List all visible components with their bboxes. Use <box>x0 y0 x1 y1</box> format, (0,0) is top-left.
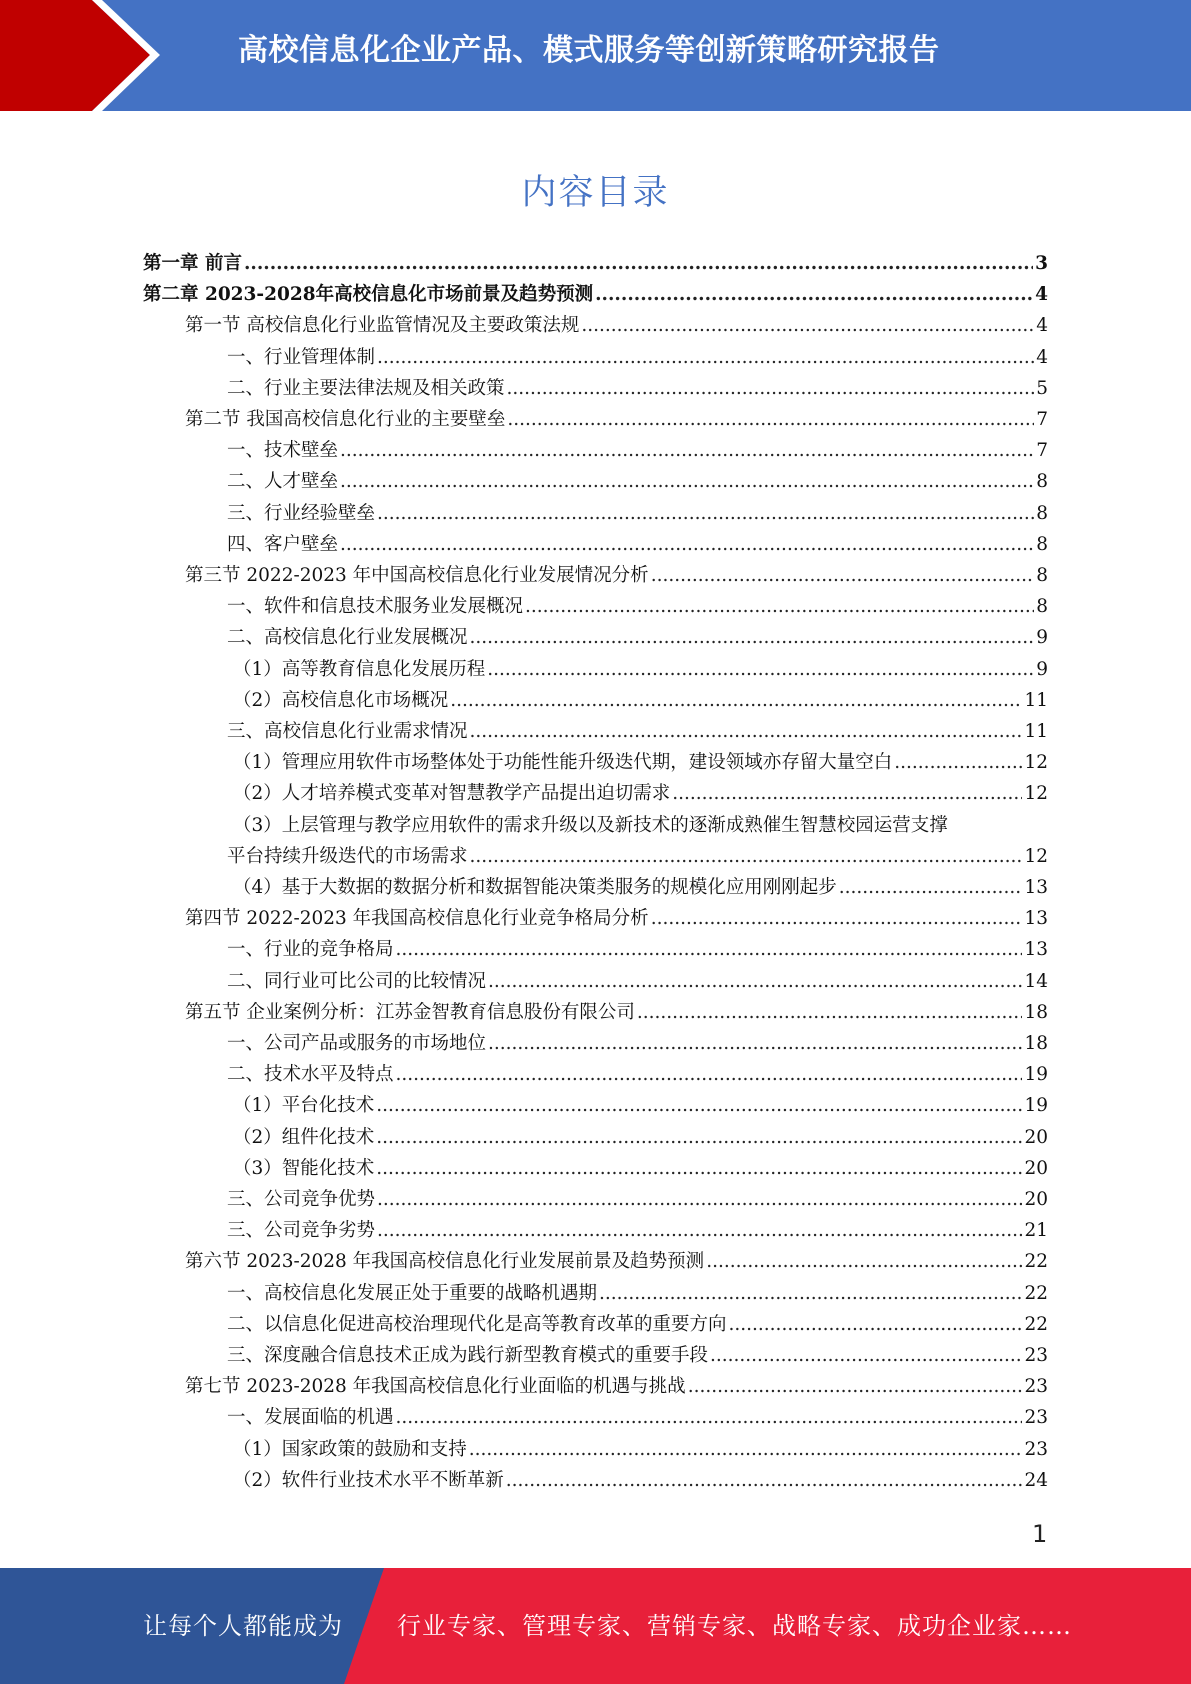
toc-entry-title: 三、行业经验壁垒 <box>227 503 376 524</box>
toc-entry[interactable] <box>227 503 1048 525</box>
toc-entry[interactable] <box>227 1345 1048 1367</box>
toc-entry[interactable] <box>227 440 1048 462</box>
toc-entry-title: （2）组件化技术 <box>233 1127 375 1148</box>
toc-entry-title: 一、技术壁垒 <box>227 440 339 461</box>
toc-leader-dots <box>672 783 1022 805</box>
toc-leader-dots <box>469 1439 1023 1461</box>
toc-entry[interactable] <box>227 1407 1048 1429</box>
toc-entry-page: 4 <box>1036 347 1048 368</box>
toc-leader-dots <box>377 1220 1022 1242</box>
toc-entry[interactable] <box>227 721 1048 743</box>
toc-entry[interactable] <box>185 908 1048 930</box>
toc-leader-dots <box>377 1189 1022 1211</box>
toc-leader-dots <box>506 1470 1023 1492</box>
toc-entry-page: 8 <box>1036 596 1048 617</box>
toc-entry-title: 第二章 2023-2028年高校信息化市场前景及趋势预测 <box>143 284 594 305</box>
toc-entry-title: （3）智能化技术 <box>233 1158 375 1179</box>
toc-entry-page: 7 <box>1036 409 1048 430</box>
toc-leader-dots <box>651 565 1035 587</box>
toc-leader-dots <box>450 690 1022 712</box>
toc-entry[interactable] <box>233 1127 1048 1149</box>
toc-leader-dots <box>581 315 1034 337</box>
toc-entry-title: 四、客户壁垒 <box>227 534 339 555</box>
report-title: 高校信息化企业产品、模式服务等创新策略研究报告 <box>238 33 940 68</box>
toc-entry-title: 二、人才壁垒 <box>227 471 339 492</box>
toc-entry-title: 二、以信息化促进高校治理现代化是高等教育改革的重要方向 <box>227 1314 727 1335</box>
toc-entry[interactable] <box>233 1470 1048 1492</box>
toc-entry-title: 第五节 企业案例分析：江苏金智教育信息股份有限公司 <box>185 1002 635 1023</box>
toc-leader-dots <box>839 877 1023 899</box>
toc-entry[interactable] <box>233 783 1048 805</box>
toc-entry[interactable] <box>185 409 1048 431</box>
toc-leader-dots <box>651 908 1023 930</box>
toc-entry-title: 一、行业的竞争格局 <box>227 939 394 960</box>
toc-leader-dots <box>487 659 1034 681</box>
toc-leader-dots <box>340 534 1034 556</box>
toc-entry-title: 第二节 我国高校信息化行业的主要壁垒 <box>185 409 506 430</box>
toc-entry-title: 第六节 2023-2028 年我国高校信息化行业发展前景及趋势预测 <box>185 1251 705 1272</box>
toc-entry-page: 11 <box>1024 721 1048 742</box>
toc-entry[interactable] <box>185 1251 1048 1273</box>
toc-entry[interactable] <box>227 627 1048 649</box>
toc-entry-title: 三、公司竞争优势 <box>227 1189 376 1210</box>
toc-entry-page: 14 <box>1024 971 1048 992</box>
toc-entry[interactable] <box>227 939 1048 961</box>
toc-entry-title: （2）软件行业技术水平不断革新 <box>233 1470 504 1491</box>
toc-leader-dots <box>376 1158 1022 1180</box>
toc-entry-title: 一、行业管理体制 <box>227 347 376 368</box>
toc-entry[interactable] <box>227 1283 1048 1305</box>
toc-leader-dots <box>525 596 1034 618</box>
toc-entry[interactable] <box>227 378 1048 400</box>
toc-leader-dots <box>507 378 1035 400</box>
toc-entry-page: 20 <box>1024 1189 1048 1210</box>
toc-entry-title: 二、行业主要法律法规及相关政策 <box>227 378 505 399</box>
toc-entry-title: 三、深度融合信息技术正成为践行新型教育模式的重要手段 <box>227 1345 709 1366</box>
toc-entry-title: （4）基于大数据的数据分析和数据智能决策类服务的规模化应用刚刚起步 <box>233 877 837 898</box>
toc-entry-page: 20 <box>1024 1158 1048 1179</box>
toc-entry-page: 23 <box>1024 1376 1048 1397</box>
toc-entry-title: （2）高校信息化市场概况 <box>233 690 449 711</box>
toc-leader-dots <box>637 1002 1023 1024</box>
toc-entry[interactable] <box>227 1189 1048 1211</box>
toc-entry-page: 23 <box>1024 1407 1048 1428</box>
toc-entry-title: 第七节 2023-2028 年我国高校信息化行业面临的机遇与挑战 <box>185 1376 686 1397</box>
toc-entry[interactable] <box>233 752 1048 774</box>
toc-entry-page: 23 <box>1024 1345 1048 1366</box>
toc-leader-dots <box>377 503 1034 525</box>
toc-entry-page: 4 <box>1036 315 1048 336</box>
toc-entry-page: 11 <box>1024 690 1048 711</box>
toc-entry-page: 7 <box>1036 440 1048 461</box>
toc-leader-dots <box>340 440 1034 462</box>
toc-entry[interactable] <box>185 315 1048 337</box>
toc-entry-title: 三、高校信息化行业需求情况 <box>227 721 468 742</box>
toc-entry-page: 24 <box>1024 1470 1048 1491</box>
toc-entry[interactable] <box>227 971 1048 993</box>
toc-leader-dots <box>894 752 1022 774</box>
toc-entry[interactable] <box>227 347 1048 369</box>
toc-entry-title: 三、公司竞争劣势 <box>227 1220 376 1241</box>
toc-entry-page: 9 <box>1036 659 1048 680</box>
toc-entry-title: 一、公司产品或服务的市场地位 <box>227 1033 487 1054</box>
toc-entry[interactable] <box>233 815 948 837</box>
toc-entry-page: 3 <box>1035 253 1048 274</box>
toc-entry[interactable] <box>233 659 1048 681</box>
toc-leader-dots <box>595 284 1033 306</box>
toc-entry[interactable] <box>227 1220 1048 1242</box>
toc-entry-page: 19 <box>1024 1064 1048 1085</box>
toc-entry-page: 20 <box>1024 1127 1048 1148</box>
toc-entry[interactable] <box>233 690 1048 712</box>
toc-leader-dots <box>729 1314 1023 1336</box>
toc-entry-page: 23 <box>1024 1439 1048 1460</box>
toc-entry[interactable] <box>227 534 1048 556</box>
toc-leader-dots <box>488 971 1022 993</box>
toc-entry-page: 12 <box>1024 783 1048 804</box>
toc-entry[interactable] <box>233 1158 1048 1180</box>
toc-leader-dots <box>470 721 1023 743</box>
toc-entry[interactable] <box>143 284 1048 306</box>
toc-entry-page: 19 <box>1024 1095 1048 1116</box>
toc-entry-title: （3）上层管理与教学应用软件的需求升级以及新技术的逐渐成熟催生智慧校园运营支撑 <box>233 815 948 836</box>
toc-entry[interactable] <box>233 1439 1048 1461</box>
toc-entry-title: 一、发展面临的机遇 <box>227 1407 394 1428</box>
toc-entry[interactable] <box>227 471 1048 493</box>
toc-entry-page: 18 <box>1024 1033 1048 1054</box>
toc-leader-dots <box>244 253 1033 275</box>
toc-leader-dots <box>688 1376 1023 1398</box>
toc-entry-page: 18 <box>1024 1002 1048 1023</box>
toc-entry-page: 22 <box>1024 1314 1048 1335</box>
toc-entry[interactable] <box>227 846 1048 868</box>
footer-slogan-right: 行业专家、管理专家、营销专家、战略专家、成功企业家…… <box>397 1612 1072 1640</box>
toc-entry-title: 二、同行业可比公司的比较情况 <box>227 971 487 992</box>
toc-entry[interactable] <box>227 1033 1048 1055</box>
toc-entry-page: 13 <box>1024 908 1048 929</box>
toc-entry-title: 第四节 2022-2023 年我国高校信息化行业竞争格局分析 <box>185 908 649 929</box>
toc-entry-title: 一、高校信息化发展正处于重要的战略机遇期 <box>227 1283 598 1304</box>
page-number: 1 <box>1032 1520 1048 1548</box>
toc-entry-page: 9 <box>1036 627 1048 648</box>
toc-entry-title: （1）国家政策的鼓励和支持 <box>233 1439 467 1460</box>
toc-leader-dots <box>376 1127 1022 1149</box>
toc-entry[interactable] <box>185 565 1048 587</box>
toc-entry-page: 8 <box>1036 534 1048 555</box>
toc-leader-dots <box>488 1033 1022 1055</box>
toc-entry-title: （2）人才培养模式变革对智慧教学产品提出迫切需求 <box>233 783 671 804</box>
toc-leader-dots <box>396 1064 1023 1086</box>
toc-leader-dots <box>470 846 1023 868</box>
toc-leader-dots <box>396 1407 1023 1429</box>
toc-entry-title: 平台持续升级迭代的市场需求 <box>227 846 468 867</box>
toc-entry-page: 12 <box>1024 846 1048 867</box>
toc-entry-page: 21 <box>1024 1220 1048 1241</box>
toc-entry-page: 22 <box>1024 1251 1048 1272</box>
page-footer <box>0 1568 1191 1684</box>
toc-entry[interactable] <box>227 1314 1048 1336</box>
toc-entry-page: 5 <box>1036 378 1048 399</box>
toc-entry[interactable] <box>185 1376 1048 1398</box>
toc-leader-dots <box>507 409 1034 431</box>
toc-entry[interactable] <box>227 596 1048 618</box>
toc-entry[interactable] <box>185 1002 1048 1024</box>
toc-entry-page: 8 <box>1036 471 1048 492</box>
toc-entry-page: 13 <box>1024 939 1048 960</box>
toc-leader-dots <box>710 1345 1022 1367</box>
toc-leader-dots <box>340 471 1034 493</box>
toc-entry-title: 第一章 前言 <box>143 253 242 274</box>
toc-entry-page: 8 <box>1036 565 1048 586</box>
toc-entry-page: 4 <box>1035 284 1048 305</box>
toc-leader-dots <box>377 347 1034 369</box>
toc-entry-title: （1）平台化技术 <box>233 1095 375 1116</box>
toc-entry-page: 8 <box>1036 503 1048 524</box>
toc-entry-page: 13 <box>1024 877 1048 898</box>
toc-leader-dots <box>396 939 1023 961</box>
toc-entry-page: 12 <box>1024 752 1048 773</box>
page-header <box>0 0 1191 111</box>
toc-entry-page: 22 <box>1024 1283 1048 1304</box>
toc-entry[interactable] <box>227 1064 1048 1086</box>
toc-entry[interactable] <box>233 1095 1048 1117</box>
toc-entry-title: 二、技术水平及特点 <box>227 1064 394 1085</box>
toc-entry[interactable] <box>233 877 1048 899</box>
toc-entry-title: 二、高校信息化行业发展概况 <box>227 627 468 648</box>
toc-leader-dots <box>706 1251 1022 1273</box>
footer-slogan-left: 让每个人都能成为 <box>143 1612 343 1640</box>
toc-entry-title: 一、软件和信息技术服务业发展概况 <box>227 596 524 617</box>
toc-entry-title: （1）管理应用软件市场整体处于功能性能升级迭代期，建设领域亦存留大量空白 <box>233 752 893 773</box>
toc-entry-title: （1）高等教育信息化发展历程 <box>233 659 486 680</box>
toc-entry[interactable] <box>143 253 1048 275</box>
toc-heading: 内容目录 <box>521 173 670 213</box>
toc-leader-dots <box>599 1283 1022 1305</box>
toc-leader-dots <box>470 627 1035 649</box>
toc-entry-title: 第一节 高校信息化行业监管情况及主要政策法规 <box>185 315 580 336</box>
toc-entry-title: 第三节 2022-2023 年中国高校信息化行业发展情况分析 <box>185 565 649 586</box>
toc-leader-dots <box>376 1095 1022 1117</box>
